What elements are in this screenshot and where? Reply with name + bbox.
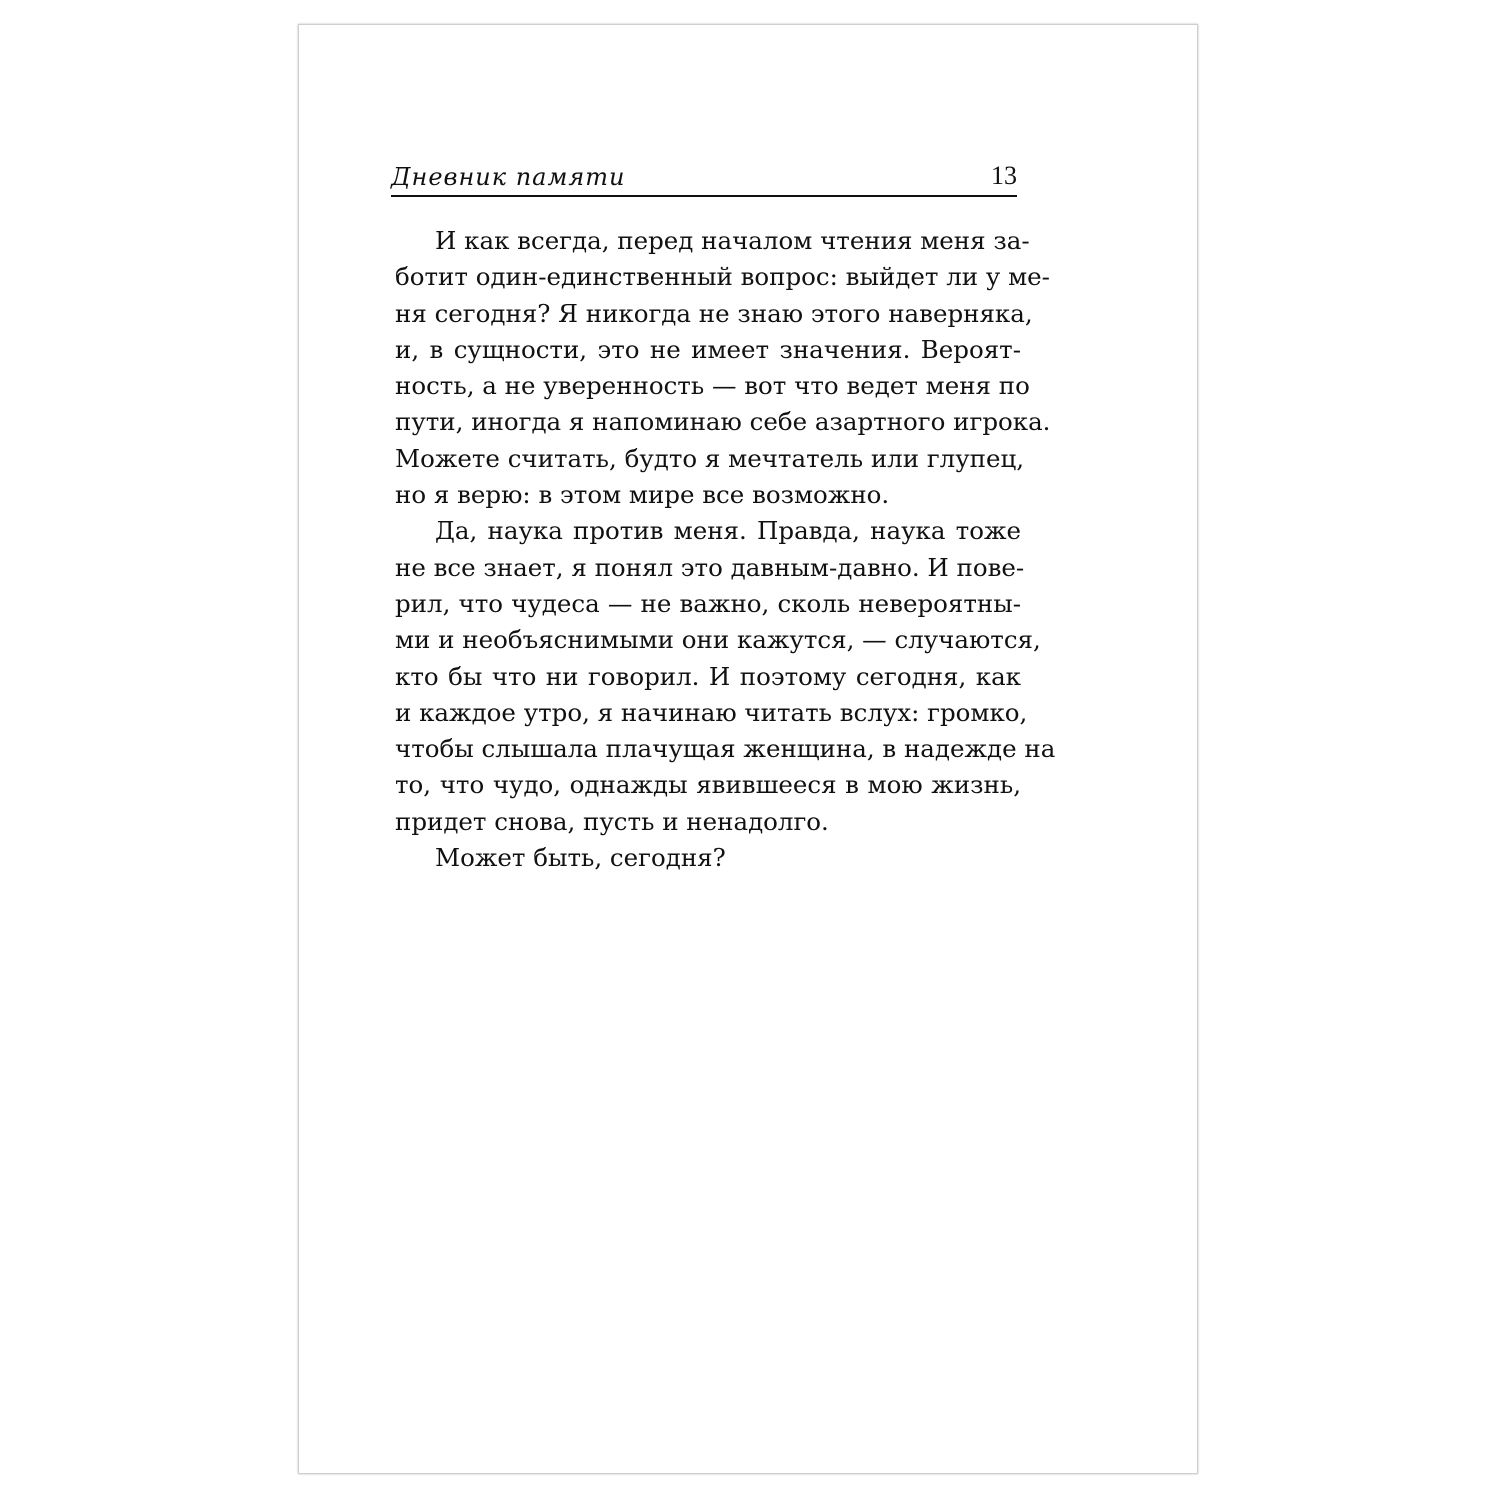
text-line: И как всегда, перед началом чтения меня за- xyxy=(435,226,1030,255)
text-line: но я верю: в этом мире все возможно. xyxy=(395,480,890,510)
text-line: ботит один-единственный вопрос: выйдет ли у ме- xyxy=(395,262,1050,292)
text-line: ня сегодня? Я никогда не знаю этого наверняка, xyxy=(395,298,1033,328)
text-line: то, что чудо, однажды явившееся в мою жизнь, xyxy=(395,770,1021,800)
text-line: ность, а не уверенность — вот что ведет меня по xyxy=(395,371,1030,401)
text-line: Да, наука против меня. Правда, наука тоже xyxy=(435,516,1021,546)
text-line: пути, иногда я напоминаю себе азартного игрока. xyxy=(395,407,1051,437)
text-line: и каждое утро, я начинаю читать вслух: громко, xyxy=(395,697,1028,727)
text-line: ми и необъяснимыми они кажутся, — случаются, xyxy=(395,625,1041,655)
text-line: рил, что чудеса — не важно, сколь невероятны- xyxy=(395,588,1021,618)
body-text xyxy=(395,223,1056,876)
text-line: чтобы слышала плачущая женщина, в надежде на xyxy=(395,734,1056,764)
text-line: Может быть, сегодня? xyxy=(435,843,726,873)
text-line: Можете считать, будто я мечтатель или глупец, xyxy=(395,443,1025,473)
running-head xyxy=(391,159,1017,197)
text-line: придет снова, пусть и ненадолго. xyxy=(395,806,829,836)
text-line: кто бы что ни говорил. И поэтому сегодня, как xyxy=(395,661,1021,691)
text-line: и, в сущности, это не имеет значения. Вероят- xyxy=(395,334,1021,364)
text-line: не все знает, я понял это давным-давно. И пове- xyxy=(395,552,1025,582)
running-title: Дневник памяти xyxy=(391,163,626,191)
page-number: 13 xyxy=(991,161,1017,190)
book-page xyxy=(298,24,1198,1474)
